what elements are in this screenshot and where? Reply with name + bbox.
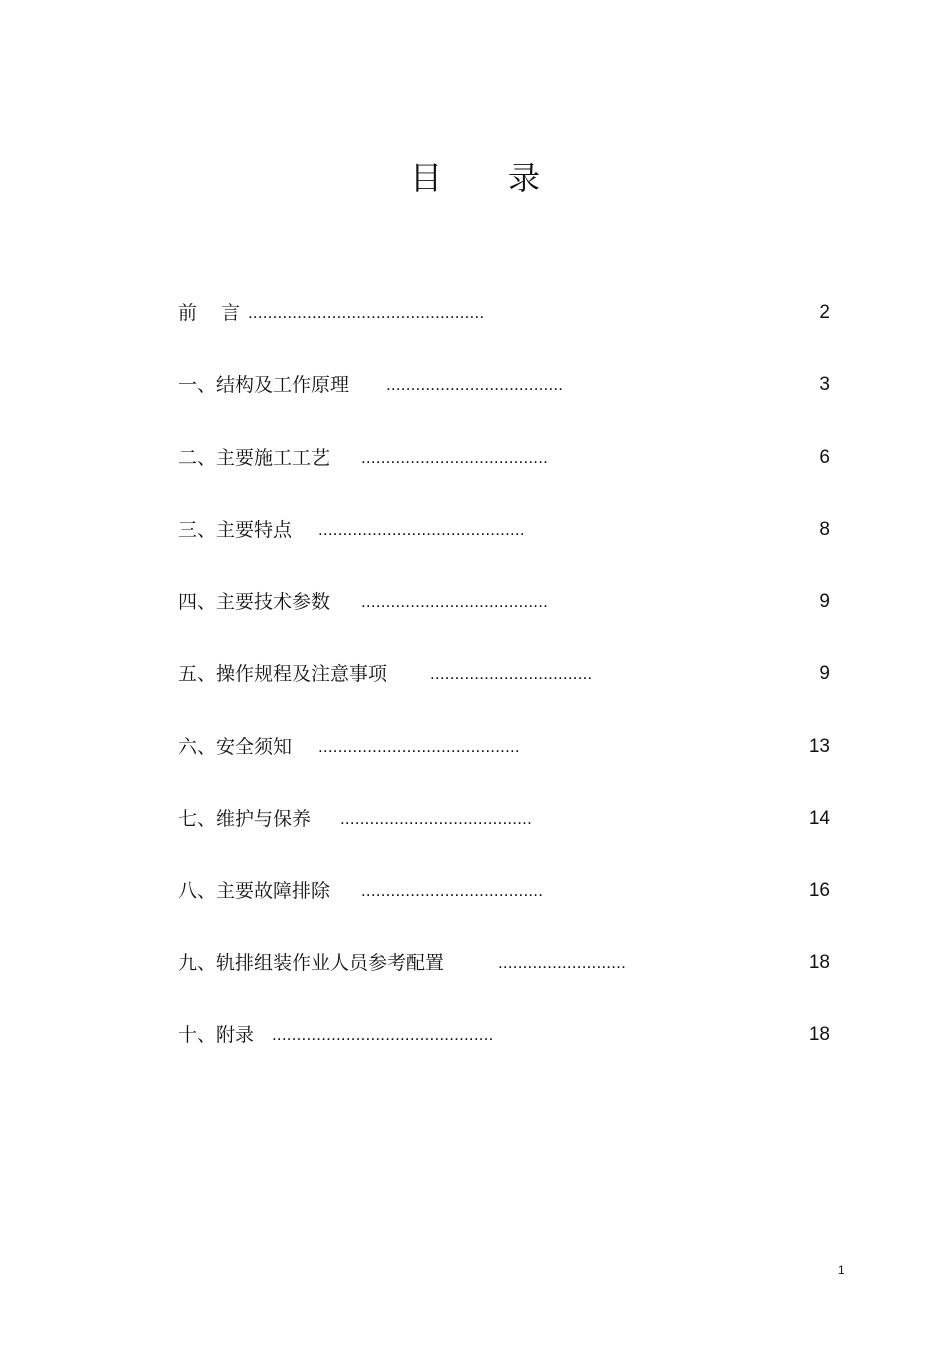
toc-label: 十、附录 — [178, 1024, 255, 1046]
title-char-2: 录 — [508, 159, 541, 197]
toc-label: 八、主要故障排除 — [178, 880, 331, 902]
toc-label: 前 言 — [178, 302, 241, 324]
toc-page-number: 16 — [808, 880, 830, 901]
toc-leader-dots: ................................................ — [248, 303, 485, 322]
toc-entry-operation — [178, 660, 830, 688]
toc-leader-dots: ............................................. — [272, 1025, 494, 1044]
toc-page-number: 8 — [819, 519, 830, 540]
toc-entry-safety — [178, 733, 830, 761]
toc-label: 六、安全须知 — [178, 736, 293, 758]
toc-entry-preface — [178, 299, 830, 327]
toc-page-number: 2 — [819, 302, 830, 323]
toc-entry-construction — [178, 444, 830, 472]
toc-entry-maintenance — [178, 805, 830, 833]
toc-page-number: 3 — [819, 374, 830, 395]
toc-leader-dots: .......................... — [498, 953, 627, 972]
toc-page-number: 13 — [808, 736, 830, 757]
footer-page-number: 1 — [838, 1263, 845, 1277]
toc-leader-dots: ................................. — [430, 664, 593, 683]
toc-label: 五、操作规程及注意事项 — [178, 663, 388, 685]
toc-page-number: 14 — [808, 808, 830, 829]
toc-entry-troubleshooting — [178, 877, 830, 905]
toc-entry-appendix — [178, 1021, 830, 1049]
toc-label: 四、主要技术参数 — [178, 591, 331, 613]
toc-page-number: 18 — [808, 952, 830, 973]
toc-entry-parameters — [178, 588, 830, 616]
toc-label: 一、结构及工作原理 — [178, 374, 350, 396]
toc-entry-staffing — [178, 949, 830, 977]
toc-leader-dots: .......................................... — [318, 520, 525, 539]
page-title — [0, 153, 950, 199]
toc-page-number: 9 — [819, 591, 830, 612]
toc-page-number: 18 — [808, 1024, 830, 1045]
toc-label: 二、主要施工工艺 — [178, 447, 331, 469]
toc-label: 七、维护与保养 — [178, 808, 312, 830]
toc-entry-features — [178, 516, 830, 544]
toc-page-number: 6 — [819, 447, 830, 468]
toc-leader-dots: ...................................... — [361, 448, 549, 467]
toc-leader-dots: ..................................... — [361, 881, 544, 900]
toc-page-number: 9 — [819, 663, 830, 684]
toc-leader-dots: ...................................... — [361, 592, 549, 611]
toc-leader-dots: ......................................... — [318, 737, 520, 756]
toc-label: 三、主要特点 — [178, 519, 293, 541]
toc-leader-dots: ....................................... — [340, 809, 533, 828]
toc-label: 九、轨排组装作业人员参考配置 — [178, 952, 445, 974]
toc-leader-dots: .................................... — [386, 375, 564, 394]
toc-entry-structure — [178, 371, 830, 399]
title-char-1: 目 — [409, 159, 442, 197]
